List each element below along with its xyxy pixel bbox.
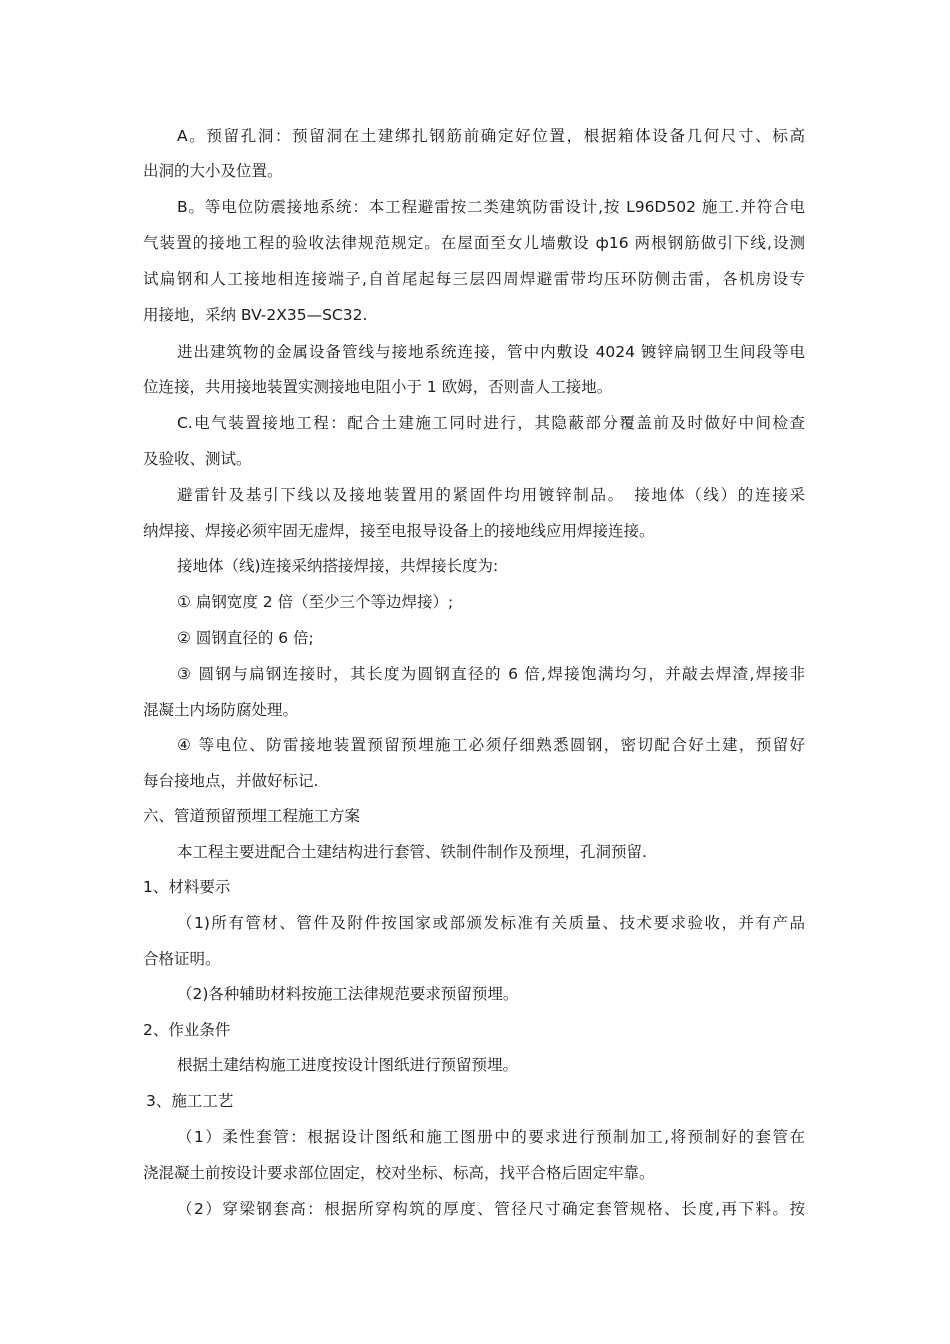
- list-item: ① 扁钢宽度 2 倍（至少三个等边焊接）;: [177, 593, 454, 611]
- list-item: ③ 圆钢与扁钢连接时，其长度为圆钢直径的 6 倍,焊接饱满均匀，并敲去焊渣,焊接非: [177, 665, 805, 683]
- paragraph-line: 试扁钢和人工接地相连接端子,自首尾起每三层四周焊避雷带均压环防侧击雷，各机房设专: [143, 270, 805, 288]
- paragraph-line: 接地体（线)连接采纳搭接焊接，共焊接长度为:: [177, 557, 499, 575]
- paragraph-line: 混凝土内场防腐处理。: [143, 701, 299, 719]
- paragraph-line: B。等电位防震接地系统：本工程避雷按二类建筑防雷设计,按 L96D502 施工.并符合电: [177, 198, 805, 216]
- paragraph-line: 浇混凝土前按设计要求部位固定，校对坐标、标高，找平合格后固定牢靠。: [143, 1164, 655, 1182]
- list-item: （1）柔性套管：根据设计图纸和施工图册中的要求进行预制加工,将预制好的套管在: [177, 1128, 805, 1146]
- paragraph-line: 位连接，共用接地装置实测接地电阻小于 1 欧姆，否则啬人工接地。: [143, 378, 613, 396]
- paragraph-line: C.电气装置接地工程：配合土建施工同时进行，其隐蔽部分覆盖前及时做好中间检查: [177, 414, 805, 432]
- paragraph-line: 进出建筑物的金属设备管线与接地系统连接，管中内敷设 4024 镀锌扁钢卫生间段等电: [177, 343, 805, 361]
- paragraph-line: 用接地，采纳 BV-2X35—SC32.: [143, 306, 368, 324]
- paragraph-line: 纳焊接、焊接必须牢固无虚焊，接至电报导设备上的接地线应用焊接连接。: [143, 522, 655, 540]
- list-item: （1)所有管材、管件及附件按国家或部颁发标准有关质量、技术要求验收，并有产品: [177, 914, 805, 932]
- subsection-heading: 2、作业条件: [143, 1021, 231, 1039]
- paragraph-line: 避雷针及基引下线以及接地装置用的紧固件均用镀锌制品。 接地体（线）的连接采: [177, 486, 805, 504]
- list-item: ② 圆钢直径的 6 倍;: [177, 629, 314, 647]
- paragraph-line: 本工程主要进配合土建结构进行套管、铁制件制作及预埋，孔洞预留.: [177, 843, 647, 861]
- paragraph-line: 气装置的接地工程的验收法律规范规定。在屋面至女儿墙敷设 ф16 两根钢筋做引下线,设测: [143, 234, 805, 252]
- subsection-heading: 1、材料要示: [143, 878, 231, 896]
- list-item: ④ 等电位、防雷接地装置预留预埋施工必须仔细熟悉圆钢，密切配合好土建，预留好: [177, 736, 805, 754]
- paragraph-line: 根据土建结构施工进度按设计图纸进行预留预埋。: [177, 1056, 519, 1074]
- paragraph-line: 出洞的大小及位置。: [143, 162, 283, 180]
- list-item: （2)各种辅助材料按施工法律规范要求预留预埋。: [177, 985, 519, 1003]
- paragraph-line: 每台接地点，并做好标记.: [143, 772, 319, 790]
- list-item: （2）穿梁钢套高：根据所穿构筑的厚度、管径尺寸确定套管规格、长度,再下料。按: [177, 1200, 805, 1218]
- paragraph-line: 及验收、测试。: [143, 450, 252, 468]
- paragraph-line: A。预留孔洞：预留洞在土建绑扎钢筋前确定好位置，根据箱体设备几何尺寸、标高: [177, 127, 805, 145]
- paragraph-line: 合格证明。: [143, 950, 221, 968]
- section-heading: 六、管道预留预埋工程施工方案: [143, 807, 361, 825]
- subsection-heading: 3、施工工艺: [146, 1092, 234, 1110]
